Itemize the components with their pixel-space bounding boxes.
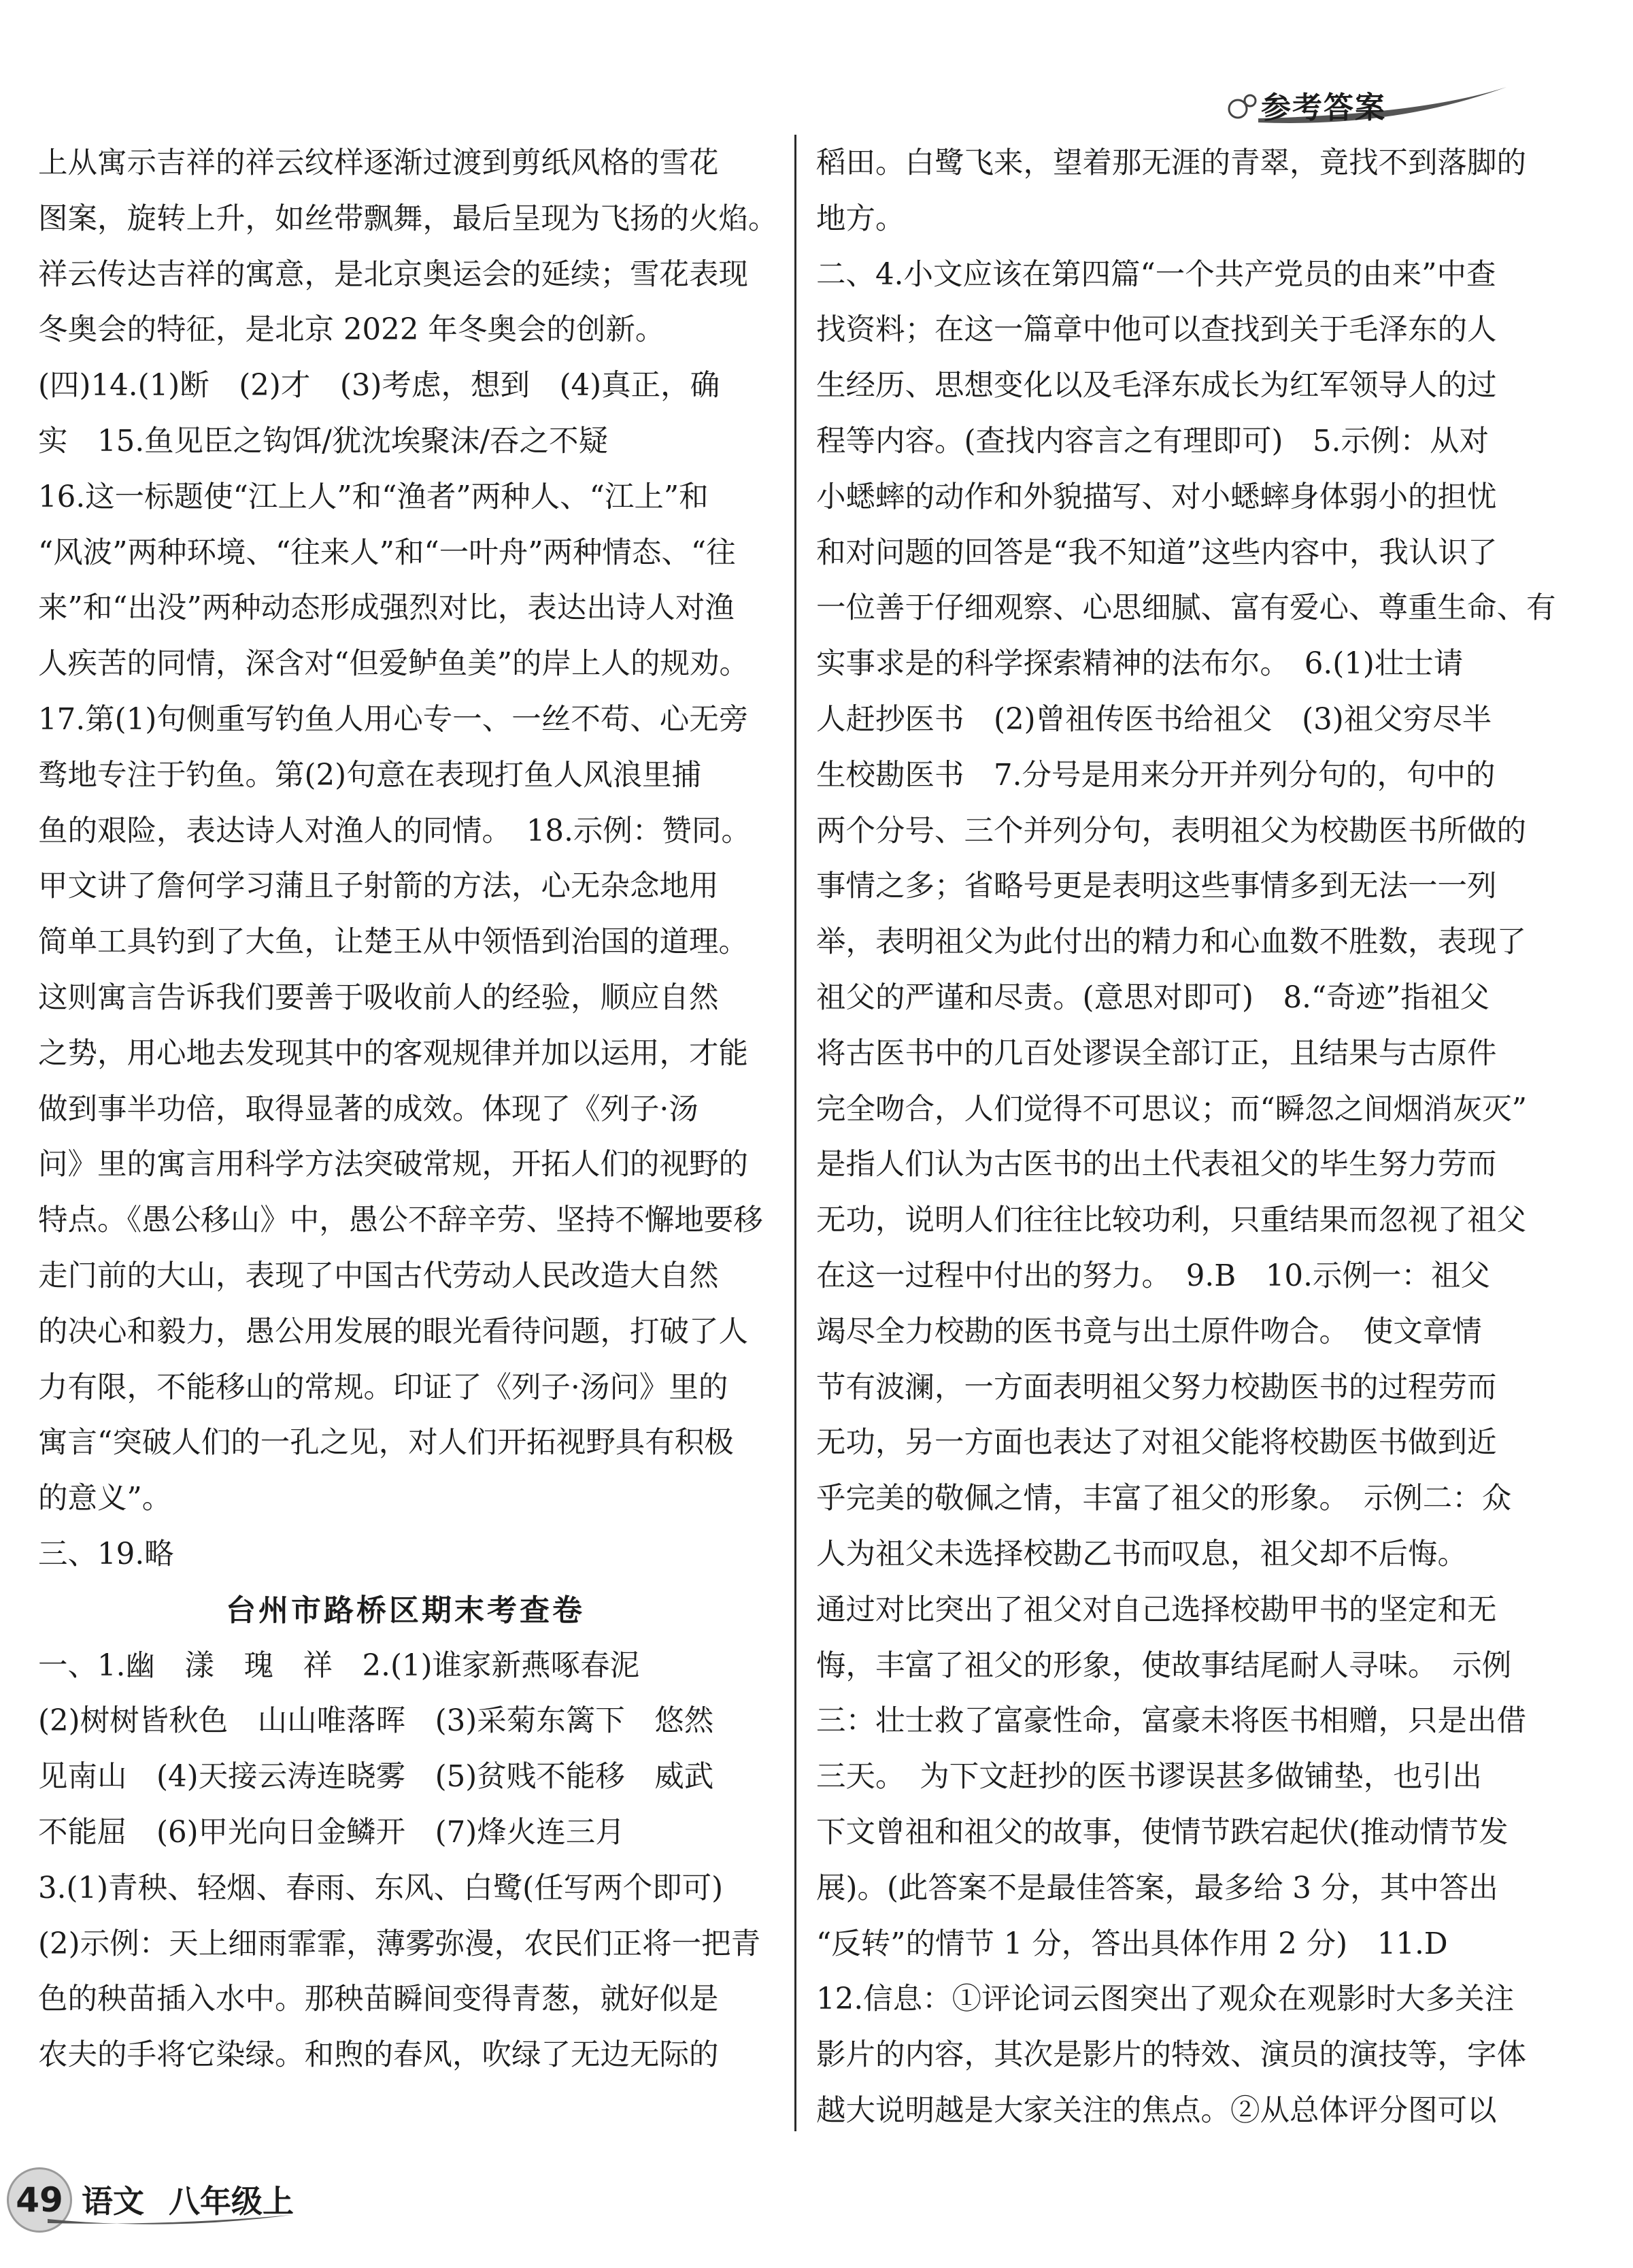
text-line: “风波”两种环境、“往来人”和“一叶舟”两种情态、“往: [38, 535, 736, 570]
text-line: 将古医书中的几百处谬误全部订正，且结果与古原件: [816, 1036, 1497, 1071]
text-line: 祖父的严谨和尽责。(意思对即可) 8.“奇迹”指祖父: [816, 980, 1489, 1015]
text-line: 地方。: [816, 201, 905, 236]
section-title: 台州市路桥区期末考查卷: [226, 1592, 585, 1628]
text-line: 生校勘医书 7.分号是用来分开并列分句的，句中的: [816, 758, 1496, 793]
text-line: 一位善于仔细观察、心思细腻、富有爱心、尊重生命、有: [816, 591, 1556, 626]
text-line: 简单工具钓到了大鱼，让楚王从中领悟到治国的道理。: [38, 925, 748, 960]
text-line: 色的秧苗插入水中。那秧苗瞬间变得青葱，就好似是: [38, 1982, 719, 2017]
text-line: 力有限，不能移山的常规。印证了《列子·汤问》里的: [38, 1370, 728, 1405]
text-line: 稻田。白鹭飞来，望着那无涯的青翠，竟找不到落脚的: [816, 146, 1526, 180]
text-line: 实事求是的科学探索精神的法布尔。 6.(1)壮士请: [816, 647, 1464, 682]
text-line: 悔，丰富了祖父的形象，使故事结尾耐人寻味。 示例: [816, 1648, 1512, 1683]
text-line: 见南山 (4)天接云涛连晓雾 (5)贫贱不能移 威武: [38, 1760, 714, 1795]
text-line: 16.这一标题使“江上人”和“渔者”两种人、“江上”和: [38, 480, 709, 514]
text-line: 完全吻合，人们觉得不可思议；而“瞬忽之间烟消灰灭”: [816, 1092, 1527, 1127]
text-line: 两个分号、三个并列分句，表明祖父为校勘医书所做的: [816, 814, 1526, 848]
text-line: (2)树树皆秋色 山山唯落晖 (3)采菊东篱下 悠然: [38, 1704, 714, 1739]
text-line: 上从寓示吉祥的祥云纹样逐渐过渡到剪纸风格的雪花: [38, 146, 719, 180]
text-line: 祥云传达吉祥的寓意，是北京奥运会的延续；雪花表现: [38, 257, 748, 292]
text-line: 小蟋蟀的动作和外貌描写、对小蟋蟀身体弱小的担忧: [816, 480, 1497, 514]
text-line: 下文曾祖和祖父的故事，使情节跌宕起伏(推动情节发: [816, 1815, 1509, 1850]
text-line: 农夫的手将它染绿。和煦的春风，吹绿了无边无际的: [38, 2038, 719, 2073]
text-line: 来”和“出没”两种动态形成强烈对比，表达出诗人对渔: [38, 591, 735, 626]
text-line: 走门前的大山，表现了中国古代劳动人民改造大自然: [38, 1258, 719, 1293]
text-line: 特点。《愚公移山》中，愚公不辞辛劳、坚持不懈地要移: [38, 1203, 763, 1238]
text-line: 生经历、思想变化以及毛泽东成长为红军领导人的过: [816, 369, 1497, 403]
text-line: 的意义”。: [38, 1482, 172, 1516]
text-line: 和对问题的回答是“我不知道”这些内容中，我认识了: [816, 535, 1498, 570]
text-line: 通过对比突出了祖父对自己选择校勘甲书的坚定和无: [816, 1592, 1497, 1627]
text-line: 影片的内容，其次是影片的特效、演员的演技等，字体: [816, 2038, 1526, 2073]
text-line: 三：壮士救了富豪性命，富豪未将医书相赠，只是出借: [816, 1704, 1526, 1739]
text-line: 鱼的艰险，表达诗人对渔人的同情。 18.示例：赞同。: [38, 814, 751, 848]
text-line: 展)。(此答案不是最佳答案，最多给 3 分，其中答出: [816, 1871, 1498, 1905]
text-line: (2)示例：天上细雨霏霏，薄雾弥漫，农民们正将一把青: [38, 1927, 761, 1961]
text-line: 事情之多；省略号更是表明这些事情多到无法一一列: [816, 869, 1497, 904]
text-line: 二、4.小文应该在第四篇“一个共产党员的由来”中查: [816, 257, 1496, 292]
text-line: 人为祖父未选择校勘乙书而叹息，祖父却不后悔。: [816, 1537, 1467, 1571]
text-line: 甲文讲了詹何学习蒲且子射箭的方法，心无杂念地用: [38, 869, 719, 904]
text-line: 乎完美的敬佩之情，丰富了祖父的形象。 示例二：众: [816, 1482, 1512, 1516]
text-line: 是指人们认为古医书的出土代表祖父的毕生努力劳而: [816, 1148, 1497, 1182]
text-line: 实 15.鱼见臣之钩饵/犹沈埃聚沫/吞之不疑: [38, 424, 608, 458]
text-line: 骛地专注于钓鱼。第(2)句意在表现打鱼人风浪里捕: [38, 758, 702, 793]
text-line: 无功，说明人们往往比较功利，只重结果而忽视了祖父: [816, 1203, 1526, 1238]
text-line: 做到事半功倍，取得显著的成效。体现了《列子·汤: [38, 1092, 698, 1127]
text-line: 程等内容。(查找内容言之有理即可) 5.示例：从对: [816, 424, 1489, 458]
column-divider: [794, 135, 796, 2131]
text-line: 不能屈 (6)甲光向日金鳞开 (7)烽火连三月: [38, 1815, 625, 1850]
text-line: 一、1.幽 漾 瑰 祥 2.(1)谁家新燕啄春泥: [38, 1648, 640, 1683]
text-line: 举，表明祖父为此付出的精力和心血数不胜数，表现了: [816, 925, 1526, 960]
text-line: 17.第(1)句侧重写钓鱼人用心专一、一丝不苟、心无旁: [38, 702, 749, 737]
text-line: 这则寓言告诉我们要善于吸收前人的经验，顺应自然: [38, 980, 719, 1015]
text-line: 12.信息：①评论词云图突出了观众在观影时大多关注: [816, 1982, 1515, 2017]
text-line: 在这一过程中付出的努力。 9.B 10.示例一：祖父: [816, 1258, 1490, 1293]
text-line: 寓言“突破人们的一孔之见，对人们开拓视野具有积极: [38, 1426, 734, 1461]
text-line: 冬奥会的特征，是北京 2022 年冬奥会的创新。: [38, 313, 665, 348]
text-line: 三、19.略: [38, 1537, 174, 1571]
text-line: 三天。 为下文赶抄的医书谬误甚多做铺垫，也引出: [816, 1760, 1482, 1795]
text-line: 3.(1)青秧、轻烟、春雨、东风、白鹭(任写两个即可): [38, 1871, 724, 1905]
text-line: “反转”的情节 1 分，答出具体作用 2 分) 11.D: [816, 1927, 1448, 1961]
text-line: 竭尽全力校勘的医书竟与出土原件吻合。 使文章情: [816, 1314, 1482, 1349]
badge-title: 参考答案: [1261, 90, 1386, 125]
text-line: 的决心和毅力，愚公用发展的眼光看待问题，打破了人: [38, 1314, 748, 1349]
grade-label: 八年级上: [169, 2183, 294, 2220]
text-line: 节有波澜，一方面表明祖父努力校勘医书的过程劳而: [816, 1370, 1497, 1405]
text-line: 找资料；在这一篇章中他可以查找到关于毛泽东的人: [816, 313, 1497, 348]
text-line: 人疾苦的同情，深含对“但爱鲈鱼美”的岸上人的规劝。: [38, 647, 749, 682]
subject-label: 语文: [82, 2183, 144, 2220]
text-line: 无功，另一方面也表达了对祖父能将校勘医书做到近: [816, 1426, 1497, 1461]
right-column: [816, 136, 1556, 2139]
left-column: [38, 136, 778, 2084]
swoosh-icon: [48, 2212, 292, 2233]
header-badge: [1217, 73, 1510, 135]
text-line: (四)14.(1)断 (2)才 (3)考虑，想到 (4)真正，确: [38, 369, 720, 403]
text-line: 之势，用心地去发现其中的客观规律并加以运用，才能: [38, 1036, 748, 1071]
text-line: 越大说明越是大家关注的焦点。②从总体评分图可以: [816, 2093, 1497, 2128]
text-line: 问》里的寓言用科学方法突破常规，开拓人们的视野的: [38, 1148, 748, 1182]
text-line: 人赶抄医书 (2)曾祖传医书给祖父 (3)祖父穷尽半: [816, 702, 1492, 737]
text-line: 图案，旋转上升，如丝带飘舞，最后呈现为飞扬的火焰。: [38, 201, 778, 236]
page-number: 49: [7, 2167, 72, 2233]
page-footer: [7, 2167, 415, 2235]
